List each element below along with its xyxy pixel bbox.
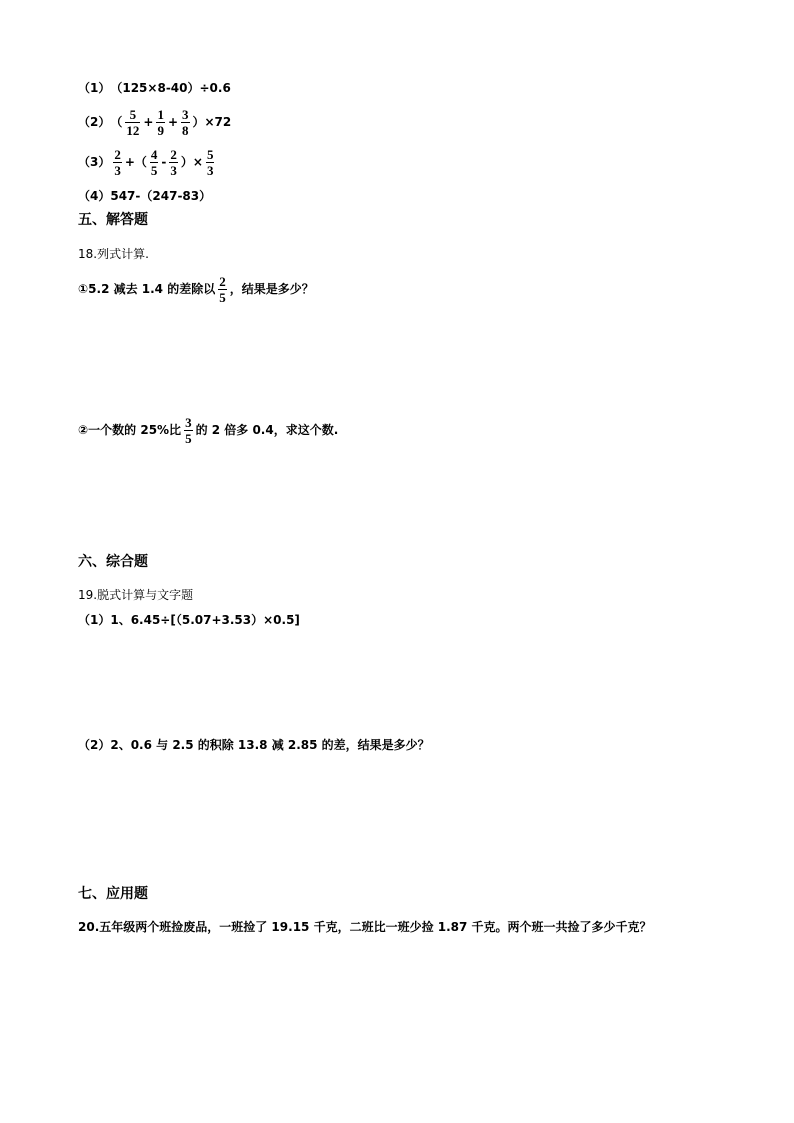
q17-item-4 xyxy=(78,188,211,204)
denominator: 9 xyxy=(157,122,164,138)
q19-item-1: （1）1、6.45÷[（5.07+3.53）×0.5] xyxy=(78,613,300,627)
item-label: （4） xyxy=(78,189,111,203)
q19-title: 19.脱式计算与文字题 xyxy=(78,588,194,602)
numerator: 5 xyxy=(129,106,137,122)
denominator: 12 xyxy=(126,122,140,138)
q20-text: 20.五年级两个班捡废品，一班捡了 19.15 千克，二班比一班少捡 1.87 千克。两个班一共捡了多少千克？ xyxy=(78,920,652,934)
q18-title: 18.列式计算. xyxy=(78,247,149,261)
operator: ）× xyxy=(180,155,203,169)
numerator: 3 xyxy=(185,414,192,430)
fraction xyxy=(150,148,159,177)
denominator: 3 xyxy=(114,162,121,178)
q18-part-1 xyxy=(78,272,314,306)
q17-item-3 xyxy=(78,146,217,178)
part-text: ①5.2 减去 1.4 的差除以 xyxy=(78,282,216,296)
fraction xyxy=(156,108,165,137)
item-label: （2） xyxy=(78,115,111,129)
expression: 547-（247-83） xyxy=(110,189,212,203)
q18-part-2 xyxy=(78,413,338,447)
fraction xyxy=(125,108,140,137)
numerator: 4 xyxy=(150,146,158,162)
operator: + xyxy=(143,115,154,129)
section-heading-5: 五、解答题 xyxy=(78,212,148,228)
fraction xyxy=(181,108,190,137)
fraction xyxy=(113,148,122,177)
part-text: 的 2 倍多 0.4，求这个数. xyxy=(195,423,339,437)
denominator: 3 xyxy=(170,162,177,178)
section-heading-6: 六、综合题 xyxy=(78,554,148,570)
numerator: 5 xyxy=(206,146,214,162)
item-label: （3） xyxy=(78,155,111,169)
q19-item-2: （2）2、0.6 与 2.5 的积除 13.8 减 2.85 的差，结果是多少？ xyxy=(78,738,430,752)
operator: + xyxy=(167,115,178,129)
denominator: 5 xyxy=(185,430,192,446)
part-text: ②一个数的 25%比 xyxy=(78,423,182,437)
q17-item-2 xyxy=(78,106,231,138)
fraction xyxy=(169,148,178,177)
operator: - xyxy=(161,155,167,169)
denominator: 5 xyxy=(150,162,158,178)
numerator: 2 xyxy=(219,273,226,289)
item-label: （1） xyxy=(78,81,111,95)
denominator: 8 xyxy=(182,122,189,138)
numerator: 3 xyxy=(182,106,189,122)
numerator: 1 xyxy=(157,106,164,122)
open-paren: （ xyxy=(110,115,123,129)
numerator: 2 xyxy=(170,146,177,162)
section-heading-7: 七、应用题 xyxy=(78,886,148,902)
fraction xyxy=(218,275,227,304)
fraction xyxy=(184,416,193,445)
denominator: 5 xyxy=(219,289,226,305)
denominator: 3 xyxy=(206,162,214,178)
numerator: 2 xyxy=(114,146,121,162)
q17-item-1 xyxy=(78,80,231,96)
close-paren: ）×72 xyxy=(192,115,232,129)
expression: （125×8-40）÷0.6 xyxy=(110,81,231,95)
part-text: ，结果是多少？ xyxy=(229,282,314,296)
fraction xyxy=(206,148,215,177)
operator: +（ xyxy=(124,155,147,169)
